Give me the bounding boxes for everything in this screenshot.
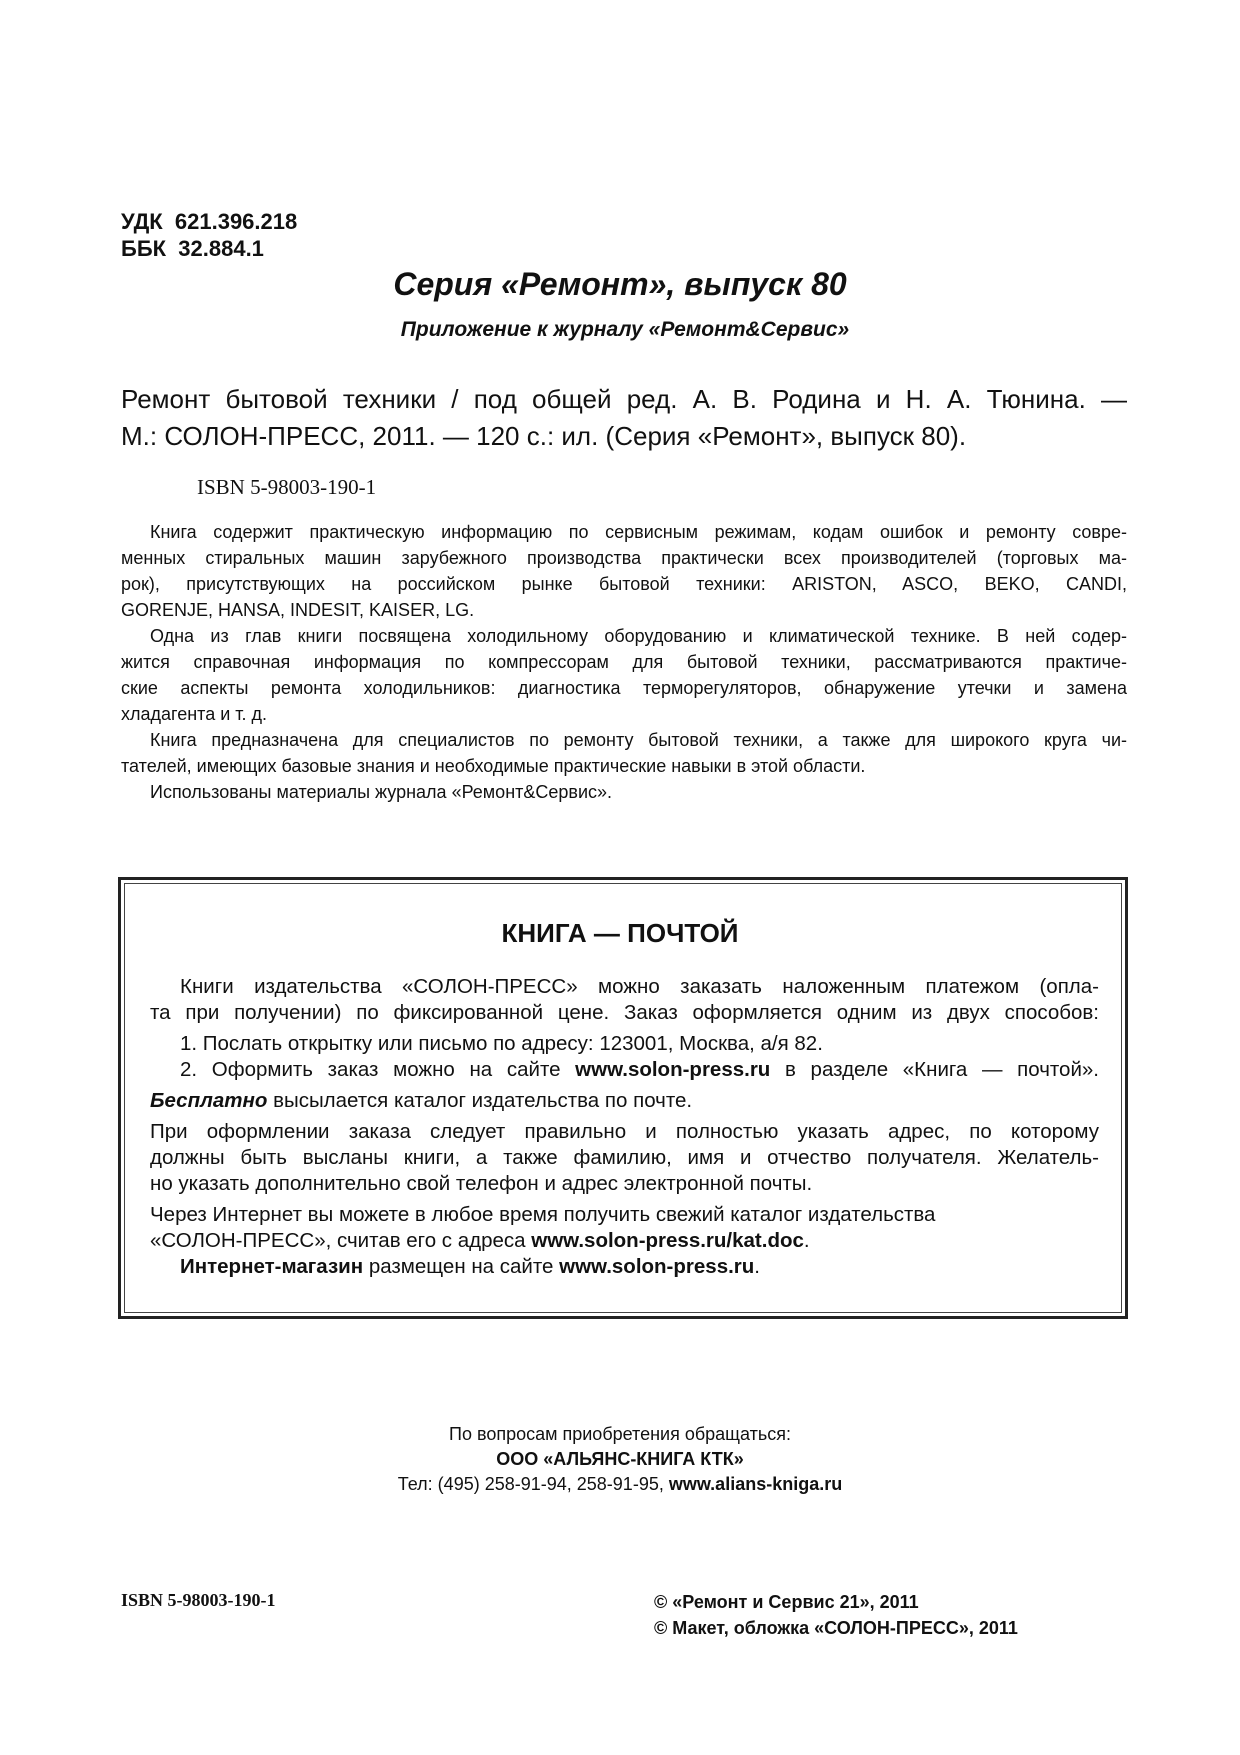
purchase-contacts: [0, 1422, 1240, 1497]
contacts-phone-line: [0, 1472, 1240, 1497]
distributor-website-link[interactable]: www.alians-kniga.ru: [668, 1474, 843, 1494]
contacts-intro: По вопросам приобретения обращаться:: [449, 1424, 791, 1444]
book-abstract: [121, 519, 1127, 805]
copyright-line: © Макет, обложка «СОЛОН-ПРЕСС», 2011: [654, 1618, 1018, 1638]
abstract-line: [121, 675, 1127, 701]
text-segment: .: [754, 1255, 760, 1278]
abstract-line: [121, 727, 1127, 753]
text-segment: ские аспекты ремонта холодильников: диагностика терморегуляторов, обнаружение утечки и замена: [121, 678, 1127, 698]
text-segment: в разделе «Книга — почтой».: [770, 1058, 1099, 1081]
text-segment: рок), присутствующих на российском рынке бытовой техники: ARISTON, ASCO, BEKO, CANDI,: [121, 574, 1127, 594]
emphasis-text: Интернет-магазин: [180, 1255, 364, 1278]
mail-order-line: [150, 1119, 1099, 1145]
series-title: Серия «Ремонт», выпуск 80: [393, 266, 847, 302]
text-segment: должны быть высланы книги, а также фамилию, имя и отчество получателя. Желатель-: [150, 1146, 1099, 1169]
mail-order-line: [150, 1202, 1099, 1228]
mail-order-title: КНИГА — ПОЧТОЙ: [501, 918, 739, 948]
bibliographic-line: М.: СОЛОН-ПРЕСС, 2011. — 120 с.: ил. (Серия «Ремонт», выпуск 80).: [121, 421, 967, 451]
phone-numbers: Тел: (495) 258-91-94, 258-91-95,: [397, 1474, 669, 1494]
text-segment: хладагента и т. д.: [121, 704, 268, 724]
mail-order-line: [150, 1000, 1099, 1026]
text-segment: 1. Послать открытку или письмо по адресу: 123001, Москва, а/я 82.: [180, 1032, 823, 1055]
udk-code: УДК 621.396.218: [121, 209, 298, 234]
bibliographic-line: Ремонт бытовой техники / под общей ред. А. В. Родина и Н. А. Тюнина. —: [121, 384, 1127, 414]
mail-order-line: [150, 1145, 1099, 1171]
text-segment: Одна из глав книги посвящена холодильному оборудованию и климатической технике. В ней содер-: [150, 626, 1127, 646]
abstract-line: [121, 779, 1127, 805]
website-link[interactable]: www.solon-press.ru: [575, 1058, 771, 1081]
text-segment: .: [803, 1229, 810, 1252]
emphasis-text: Бесплатно: [150, 1089, 268, 1112]
text-segment: менных стиральных машин зарубежного производства практически всех производителей (торговых ма-: [121, 548, 1127, 568]
text-segment: Использованы материалы журнала «Ремонт&Сервис».: [150, 782, 613, 802]
mail-order-line: [150, 1031, 1099, 1057]
text-segment: размещен на сайте: [363, 1255, 560, 1278]
mail-order-line: [150, 1254, 1099, 1280]
classification-codes: [121, 208, 297, 262]
website-link[interactable]: www.solon-press.ru: [559, 1255, 755, 1278]
copyright-block: [654, 1589, 1018, 1641]
abstract-line: [121, 545, 1127, 571]
text-segment: Книга содержит практическую информацию по сервисным режимам, кодам ошибок и ремонту совре-: [150, 522, 1127, 542]
abstract-line: [121, 649, 1127, 675]
isbn-bottom: ISBN 5-98003-190-1: [121, 1590, 276, 1610]
mail-order-line: [150, 1057, 1099, 1083]
copyright-line: © «Ремонт и Сервис 21», 2011: [654, 1592, 919, 1612]
text-segment: При оформлении заказа следует правильно и полностью указать адрес, по которому: [150, 1120, 1099, 1143]
text-segment: но указать дополнительно свой телефон и адрес электронной почты.: [150, 1172, 813, 1195]
text-segment: та при получении) по фиксированной цене. Заказ оформляется одним из двух способов:: [150, 1001, 1099, 1024]
mail-order-line: [150, 1088, 1099, 1114]
abstract-line: [121, 701, 1127, 727]
distributor-name: ООО «АЛЬЯНС-КНИГА КТК»: [496, 1449, 744, 1469]
series-subtitle: Приложение к журналу «Ремонт&Сервис»: [400, 318, 850, 341]
text-segment: высылается каталог издательства по почте.: [267, 1089, 693, 1112]
bbk-code: ББК 32.884.1: [121, 236, 264, 261]
text-segment: Книги издательства «СОЛОН-ПРЕСС» можно заказать наложенным платежом (опла-: [180, 975, 1099, 998]
website-link[interactable]: www.solon-press.ru/kat.doc: [531, 1229, 804, 1252]
mail-order-text: [150, 974, 1099, 1280]
abstract-line: [121, 753, 1127, 779]
mail-order-line: [150, 974, 1099, 1000]
text-segment: «СОЛОН-ПРЕСС», считав его с адреса: [150, 1229, 532, 1252]
text-segment: 2. Оформить заказ можно на сайте: [180, 1058, 576, 1081]
abstract-line: [121, 519, 1127, 545]
abstract-line: [121, 597, 1127, 623]
text-segment: жится справочная информация по компрессорам для бытовой техники, рассматриваются практиче-: [121, 652, 1127, 672]
isbn-top: ISBN 5-98003-190-1: [197, 475, 377, 499]
mail-order-line: [150, 1228, 1099, 1254]
mail-order-line: [150, 1171, 1099, 1197]
text-segment: тателей, имеющих базовые знания и необходимые практические навыки в этой области.: [121, 756, 866, 776]
text-segment: Книга предназначена для специалистов по ремонту бытовой техники, а также для широкого круга чи-: [150, 730, 1127, 750]
abstract-line: [121, 571, 1127, 597]
text-segment: GORENJE, HANSA, INDESIT, KAISER, LG.: [121, 600, 475, 620]
bibliographic-record: [121, 381, 1127, 455]
abstract-line: [121, 623, 1127, 649]
text-segment: Через Интернет вы можете в любое время получить свежий каталог издательства: [150, 1203, 936, 1226]
